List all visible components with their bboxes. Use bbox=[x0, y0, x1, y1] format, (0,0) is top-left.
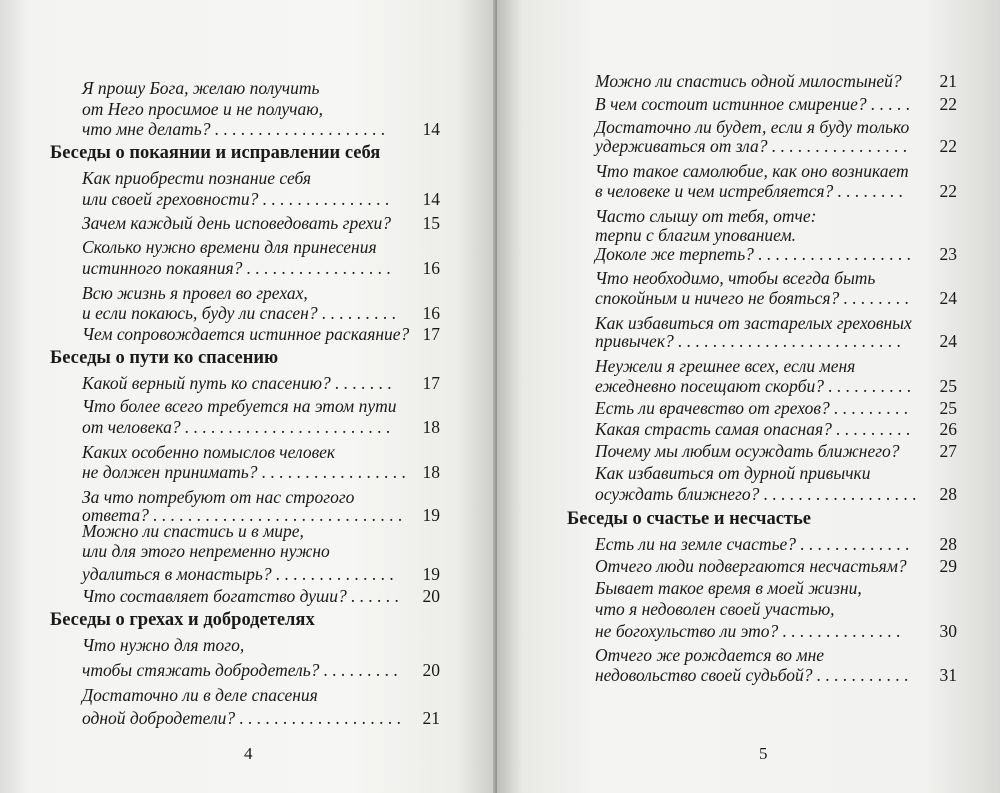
toc-entry-line: истинного покаяния? . . . . . . . . . . . . . . . . . bbox=[82, 258, 392, 278]
toc-page-number: 29 bbox=[939, 556, 957, 576]
toc-entry-line: от человека? . . . . . . . . . . . . . . . . . . . . . . . . bbox=[82, 417, 391, 437]
toc-entry-line: В чем состоит истинное смирение? . . . . . bbox=[595, 94, 911, 114]
toc-entry-line: Достаточно ли в деле спасения bbox=[82, 685, 318, 705]
toc-entry-line: Какая страсть самая опасная? . . . . . . . . . bbox=[595, 419, 911, 439]
toc-entry-line: За что потребуют от нас строгого bbox=[82, 487, 355, 507]
toc-page-number: 19 bbox=[422, 505, 440, 525]
toc-page-number: 19 bbox=[422, 564, 440, 584]
toc-entry-line: Как избавиться от застарелых греховных bbox=[595, 313, 912, 333]
toc-entry-line: Что такое самолюбие, как оно возникает bbox=[595, 161, 909, 181]
toc-entry-line: одной добродетели? . . . . . . . . . . . . . . . . . . . bbox=[82, 708, 402, 728]
toc-page-number: 22 bbox=[939, 136, 957, 156]
section-heading: Беседы о грехах и добродетелях bbox=[50, 610, 315, 630]
toc-entry-line: привычек? . . . . . . . . . . . . . . . . . . . . . . . . . . bbox=[595, 331, 902, 351]
toc-entry-line: и если покаюсь, буду ли спасен? . . . . . . . . . bbox=[82, 303, 397, 323]
toc-page-number: 28 bbox=[939, 534, 957, 554]
toc-entry-line: Часто слышу от тебя, отче: bbox=[595, 206, 817, 226]
toc-entry-line: осуждать ближнего? . . . . . . . . . . . . . . . . . . bbox=[595, 484, 917, 504]
toc-entry-line: Отчего же рождается во мне bbox=[595, 645, 825, 665]
toc-page-number: 20 bbox=[422, 660, 440, 680]
left-page-number: 4 bbox=[244, 744, 253, 763]
toc-page-number: 24 bbox=[939, 288, 957, 308]
toc-entry-line: Чем сопровождается истинное раскаяние? bbox=[82, 324, 410, 344]
toc-entry-line: Бывает такое время в моей жизни, bbox=[595, 578, 862, 598]
toc-entry-line: Отчего люди подвергаются несчастьям? bbox=[595, 556, 907, 576]
toc-entry-line: Зачем каждый день исповедовать грехи? bbox=[82, 213, 392, 233]
toc-page-number: 14 bbox=[422, 119, 440, 139]
toc-entry-line: Какой верный путь ко спасению? . . . . . . . bbox=[82, 373, 393, 393]
toc-page-number: 17 bbox=[422, 373, 440, 393]
toc-entry-line: Как избавиться от дурной привычки bbox=[595, 463, 871, 483]
toc-entry-line: что я недоволен своей участью, bbox=[595, 599, 835, 619]
toc-entry-line: не богохульство ли это? . . . . . . . . . . . . . . bbox=[595, 621, 901, 641]
toc-entry-line: удалиться в монастырь? . . . . . . . . . . . . . . bbox=[82, 564, 395, 584]
toc-entry-line: Я прошу Бога, желаю получить bbox=[82, 78, 320, 98]
toc-entry-line: Что более всего требуется на этом пути bbox=[82, 396, 397, 416]
toc-entry-line: или для этого непременно нужно bbox=[82, 541, 330, 561]
toc-entry-line: Можно ли спастись и в мире, bbox=[82, 521, 304, 541]
toc-entry-line: Достаточно ли будет, если я буду только bbox=[595, 117, 910, 137]
toc-entry-line: Сколько нужно времени для принесения bbox=[82, 237, 377, 257]
toc-page-number: 28 bbox=[939, 484, 957, 504]
left-page bbox=[0, 0, 497, 793]
toc-page-number: 23 bbox=[939, 244, 957, 264]
section-heading: Беседы о пути ко спасению bbox=[50, 348, 279, 368]
toc-page-number: 21 bbox=[939, 71, 957, 91]
toc-entry-line: не должен принимать? . . . . . . . . . . . . . . . . . bbox=[82, 462, 407, 482]
toc-page-number: 17 bbox=[422, 324, 440, 344]
toc-entry-line: в человеке и чем истребляется? . . . . . . . . bbox=[595, 181, 904, 201]
toc-page-number: 30 bbox=[939, 621, 957, 641]
toc-page-number: 18 bbox=[422, 462, 440, 482]
toc-entry-line: Как приобрести познание себя bbox=[82, 168, 311, 188]
toc-entry-line: Каких особенно помыслов человек bbox=[82, 442, 336, 462]
toc-entry-line: или своей греховности? . . . . . . . . . . . . . . . bbox=[82, 189, 390, 209]
toc-page-number: 27 bbox=[939, 441, 957, 461]
toc-entry-line: от Него просимое и не получаю, bbox=[82, 99, 323, 119]
right-page-number: 5 bbox=[759, 744, 768, 763]
toc-entry-line: чтобы стяжать добродетель? . . . . . . . . . bbox=[82, 660, 399, 680]
section-heading: Беседы о счастье и несчастье bbox=[567, 509, 812, 529]
toc-entry-line: Есть ли врачевство от грехов? . . . . . . . . . bbox=[595, 398, 909, 418]
toc-page-number: 31 bbox=[939, 665, 957, 685]
toc-entry-line: удерживаться от зла? . . . . . . . . . . . . . . . . bbox=[595, 136, 908, 156]
toc-entry-line: Почему мы любим осуждать ближнего? bbox=[595, 441, 900, 461]
toc-page-number: 16 bbox=[422, 303, 440, 323]
toc-entry-line: Неужели я грешнее всех, если меня bbox=[595, 356, 856, 376]
toc-entry-line: Что необходимо, чтобы всегда быть bbox=[595, 268, 876, 288]
toc-page-number: 22 bbox=[939, 94, 957, 114]
toc-entry-line: недовольство своей судьбой? . . . . . . . . . . . bbox=[595, 665, 909, 685]
toc-page-number: 25 bbox=[939, 398, 957, 418]
toc-entry-line: Доколе же терпеть? . . . . . . . . . . . . . . . . . . bbox=[595, 244, 912, 264]
toc-entry-line: Всю жизнь я провел во грехах, bbox=[82, 283, 308, 303]
toc-entry-line: спокойным и ничего не бояться? . . . . . . . . bbox=[595, 288, 910, 308]
toc-entry-line: Что составляет богатство души? . . . . . . bbox=[82, 586, 400, 606]
right-page bbox=[497, 0, 1000, 793]
toc-entry-line: что мне делать? . . . . . . . . . . . . . . . . . . . . bbox=[82, 119, 386, 139]
section-heading: Беседы о покаянии и исправлении себя bbox=[50, 143, 381, 163]
toc-page-number: 25 bbox=[939, 376, 957, 396]
toc-page-number: 22 bbox=[939, 181, 957, 201]
toc-entry-line: Есть ли на земле счастье? . . . . . . . . . . . . . bbox=[595, 534, 910, 554]
toc-entry-line: Можно ли спастись одной милостыней? bbox=[595, 71, 902, 91]
toc-page-number: 20 bbox=[422, 586, 440, 606]
toc-entry-line: ответа? . . . . . . . . . . . . . . . . . . . . . . . . . . . . . bbox=[82, 505, 403, 525]
toc-page-number: 24 bbox=[939, 331, 957, 351]
toc-entry-line: ежедневно посещают скорби? . . . . . . . . . . bbox=[595, 376, 912, 396]
toc-page-number: 26 bbox=[939, 419, 957, 439]
toc-page-number: 21 bbox=[422, 708, 440, 728]
toc-entry-line: терпи с благим упованием. bbox=[595, 225, 797, 245]
toc-page-number: 18 bbox=[422, 417, 440, 437]
toc-entry-line: Что нужно для того, bbox=[82, 635, 245, 655]
toc-page-number: 16 bbox=[422, 258, 440, 278]
toc-page-number: 15 bbox=[422, 213, 440, 233]
toc-page-number: 14 bbox=[422, 189, 440, 209]
